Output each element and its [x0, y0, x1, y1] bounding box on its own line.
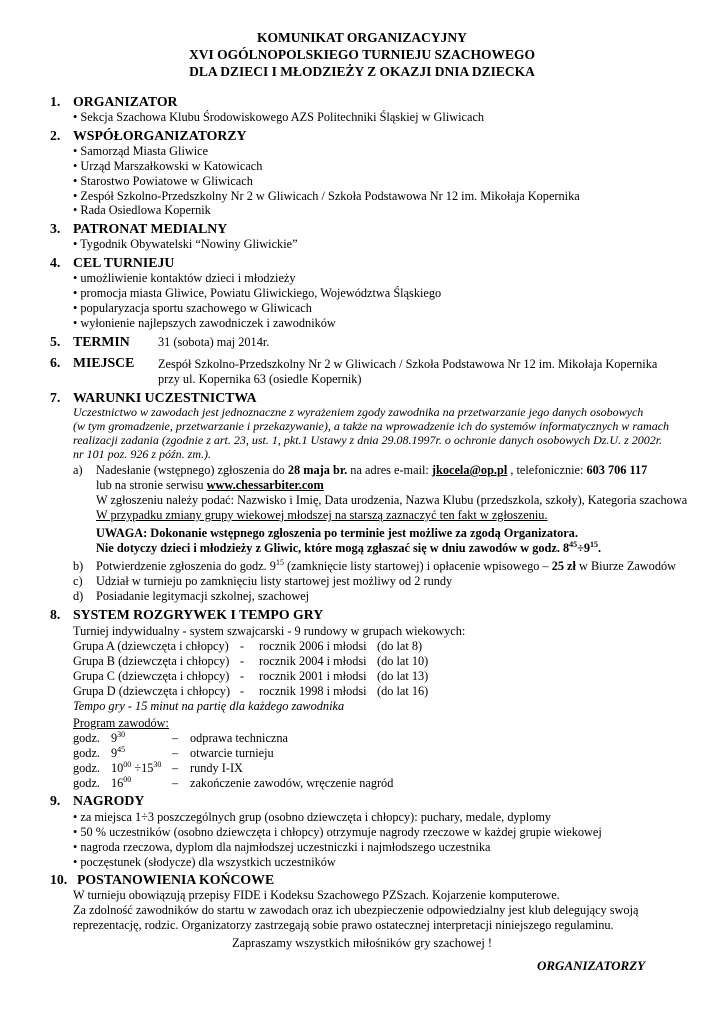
schedule-dash: – [172, 746, 179, 760]
registration-text: , telefonicznie: [507, 463, 587, 477]
website-link[interactable]: www.chessarbiter.com [206, 478, 324, 492]
schedule-minutes: 30 [117, 730, 126, 739]
header-title-line1: KOMUNIKAT ORGANIZACYJNY [257, 30, 467, 45]
consent-text-line: (w tym gromadzenie, przetwarzanie i przekazywanie), a także na wprowadzenie ich do systemów informatycznych w ramach [73, 419, 670, 433]
section3-number: 3. [50, 221, 61, 236]
section2-item: • Zespół Szkolno-Przedszkolny Nr 2 w Gliwicach / Szkoła Podstawowa Nr 12 im. Mikołaja Kopernika [73, 189, 580, 203]
prize-item: • nagroda rzeczowa, dyplom dla najmłodszej uczestniczki i najmłodszego uczestnika [73, 840, 491, 854]
venue-line2: przy ul. Kopernika 63 (osiedle Kopernik) [158, 372, 362, 386]
section10-number: 10. [50, 872, 68, 887]
final-provisions-line: W turnieju obowiązują przepisy FIDE i Kodeksu Szachowego PZSzach. Kojarzenie komputerowe. [73, 888, 560, 902]
section4-item: • promocja miasta Gliwice, Powiatu Gliwickiego, Województwa Śląskiego [73, 286, 442, 300]
schedule-time [111, 761, 161, 776]
section1-number: 1. [50, 94, 61, 109]
group-age-limit: (do lat 13) [377, 669, 429, 683]
prize-item: • 50 % uczestników (osobno dziewczęta i chłopcy) otrzymuje nagrody rzeczowe w każdej grupie wiekowej [73, 825, 602, 839]
schedule-event: zakończenie zawodów, wręczenie nagród [190, 776, 394, 790]
section2-item: • Rada Osiedlowa Kopernik [73, 203, 211, 217]
warning-line2 [96, 541, 601, 556]
schedule-time [111, 731, 125, 746]
final-provisions-line: reprezentację, rodzic. Organizatorzy zastrzegają sobie prawo ostatecznej interpretacji niniejszego regulaminu. [73, 918, 614, 932]
late-entry-text: Udział w turnieju po zamknięciu listy startowej jest możliwy od 2 rundy [96, 574, 453, 588]
entry-fee: 25 zł [551, 559, 576, 573]
group-year: rocznik 2006 i młodsi [259, 639, 367, 653]
schedule-godz: godz. [73, 746, 100, 760]
registration-line [96, 463, 647, 478]
schedule-event: odprawa techniczna [190, 731, 288, 745]
signature-organizers: ORGANIZATORZY [537, 958, 646, 973]
group-dash: - [240, 684, 245, 698]
website-text: lub na stronie serwisu [96, 478, 207, 492]
schedule-hour: 9 [111, 731, 118, 745]
consent-text-line: nr 101 poz. 926 z późn. zm.). [73, 447, 212, 461]
group-year: rocznik 1998 i młodsi [259, 684, 367, 698]
id-requirement-text: Posiadanie legitymacji szkolnej, szachowej [96, 589, 310, 603]
group-dash: - [240, 639, 245, 653]
group-name: Grupa A (dziewczęta i chłopcy) [73, 639, 229, 653]
section3-heading: PATRONAT MEDIALNY [73, 221, 228, 236]
tournament-system-text: Turniej indywidualny - system szwajcarski - 9 rundowy w grupach wiekowych: [73, 624, 466, 638]
registration-fields-text: W zgłoszeniu należy podać: Nazwisko i Imię, Data urodzenia, Nazwa Klubu (przedszkola, szkoły), Kategoria szachowa [96, 493, 688, 507]
prize-item: • poczęstunek (słodycze) dla wszystkich uczestników [73, 855, 336, 869]
section9-heading: NAGRODY [73, 793, 145, 808]
section6-number: 6. [50, 355, 61, 370]
age-group-change-note: W przypadku zmiany grupy wiekowej młodszej na starszą zaznaczyć ten fakt w zgłoszeniu. [96, 508, 548, 522]
email-link[interactable]: jkocela@op.pl [431, 463, 508, 477]
group-name: Grupa B (dziewczęta i chłopcy) [73, 654, 230, 668]
section1-item: • Sekcja Szachowa Klubu Środowiskowego AZS Politechniki Śląskiej w Gliwicach [73, 110, 485, 124]
schedule-hour: 16 [111, 776, 124, 790]
section2-item: • Samorząd Miasta Gliwice [73, 144, 209, 158]
schedule-godz: godz. [73, 731, 100, 745]
registration-text: na adres e-mail: [347, 463, 432, 477]
schedule-time [111, 746, 125, 761]
schedule-label: Program zawodów: [73, 716, 169, 730]
registration-deadline: 28 maja br. [287, 463, 348, 477]
consent-text-line: realizacji zadania (zgodnie z art. 23, ust. 1, pkt.1 Ustawy z dnia 29.08.1997r. o ochronie danych osobowych Dz.U. z 2002r. [73, 433, 663, 447]
group-age-limit: (do lat 10) [377, 654, 429, 668]
warning-text: . [598, 541, 602, 555]
schedule-dash: – [172, 731, 179, 745]
header-title-line3: DLA DZIECI I MŁODZIEŻY Z OKAZJI DNIA DZIECKA [189, 64, 535, 79]
section2-heading: WSPÓŁORGANIZATORZY [73, 128, 247, 143]
section4-item: • umożliwienie kontaktów dzieci i młodzieży [73, 271, 296, 285]
group-dash: - [240, 669, 245, 683]
confirmation-sup: 15 [275, 558, 284, 567]
warning-text: ÷9 [577, 541, 591, 555]
confirmation-text: w Biurze Zawodów [575, 559, 676, 573]
item-a-label: a) [73, 463, 83, 477]
schedule-godz: godz. [73, 761, 100, 775]
group-name: Grupa C (dziewczęta i chłopcy) [73, 669, 230, 683]
group-age-limit: (do lat 8) [377, 639, 423, 653]
schedule-minutes: 00 [123, 775, 132, 784]
section4-heading: CEL TURNIEJU [73, 255, 175, 270]
section3-item: • Tygodnik Obywatelski “Nowiny Gliwickie” [73, 237, 298, 251]
group-year: rocznik 2004 i młodsi [259, 654, 367, 668]
schedule-minutes: 00 [123, 760, 132, 769]
confirmation-text: (zamknięcie listy startowej) i opłacenie wpisowego – [283, 559, 552, 573]
section8-number: 8. [50, 607, 61, 622]
section8-heading: SYSTEM ROZGRYWEK I TEMPO GRY [73, 607, 324, 622]
warning-sup: 15 [590, 540, 599, 549]
section4-item: • wyłonienie najlepszych zawodniczek i zawodników [73, 316, 336, 330]
confirmation-text: Potwierdzenie zgłoszenia do godz. 9 [96, 559, 276, 573]
schedule-event: rundy I-IX [190, 761, 243, 775]
invitation-text: Zapraszamy wszystkich miłośników gry szachowej ! [232, 936, 492, 950]
item-b-label: b) [73, 559, 84, 573]
final-provisions-line: Za zdolność zawodników do startu w zawodach oraz ich ubezpieczenie odpowiedzialny jest klub delegujący swoją [73, 903, 639, 917]
section1-heading: ORGANIZATOR [73, 94, 178, 109]
game-tempo-text: Tempo gry - 15 minut na partię dla każdego zawodnika [73, 699, 345, 713]
schedule-hour: 10 [111, 761, 124, 775]
group-year: rocznik 2001 i młodsi [259, 669, 367, 683]
warning-line1: UWAGA: Dokonanie wstępnego zgłoszenia po terminie jest możliwe za zgodą Organizatora. [96, 526, 578, 540]
section5-number: 5. [50, 334, 61, 349]
item-d-label: d) [73, 589, 84, 603]
group-dash: - [240, 654, 245, 668]
schedule-hour: 9 [111, 746, 118, 760]
section5-heading: TERMIN [73, 334, 130, 349]
confirmation-line [96, 559, 676, 574]
warning-text: Nie dotyczy dzieci i młodzieży z Gliwic, które mogą zgłaszać się w dniu zawodów w godz. 8 [96, 541, 570, 555]
schedule-minutes: 45 [117, 745, 126, 754]
section10-heading: POSTANOWIENIA KOŃCOWE [77, 872, 275, 887]
phone-number: 603 706 117 [586, 463, 648, 477]
schedule-minutes-end: 30 [153, 760, 162, 769]
warning-sup: 45 [569, 540, 578, 549]
schedule-hour-end: ÷15 [131, 761, 154, 775]
schedule-time [111, 776, 131, 791]
group-age-limit: (do lat 16) [377, 684, 429, 698]
venue-line1: Zespół Szkolno-Przedszkolny Nr 2 w Gliwicach / Szkoła Podstawowa Nr 12 im. Mikołaja Kopernika [158, 357, 658, 371]
section2-number: 2. [50, 128, 61, 143]
section2-item: • Starostwo Powiatowe w Gliwicach [73, 174, 253, 188]
section4-item: • popularyzacja sportu szachowego w Gliwicach [73, 301, 312, 315]
schedule-dash: – [172, 776, 179, 790]
schedule-dash: – [172, 761, 179, 775]
item-c-label: c) [73, 574, 83, 588]
consent-text-line: Uczestnictwo w zawodach jest jednoznaczne z wyrażeniem zgody zawodnika na przetwarzanie jego danych osobowych [73, 405, 644, 419]
termin-value: 31 (sobota) maj 2014r. [158, 335, 270, 349]
schedule-event: otwarcie turnieju [190, 746, 274, 760]
schedule-godz: godz. [73, 776, 100, 790]
prize-item: • za miejsca 1÷3 poszczególnych grup (osobno dziewczęta i chłopcy): puchary, medale, dyplomy [73, 810, 552, 824]
website-line [96, 478, 324, 493]
section7-number: 7. [50, 390, 61, 405]
section2-item: • Urząd Marszałkowski w Katowicach [73, 159, 263, 173]
registration-text: Nadesłanie (wstępnego) zgłoszenia do [96, 463, 288, 477]
section4-number: 4. [50, 255, 61, 270]
section7-heading: WARUNKI UCZESTNICTWA [73, 390, 257, 405]
group-name: Grupa D (dziewczęta i chłopcy) [73, 684, 231, 698]
section6-heading: MIEJSCE [73, 355, 135, 370]
header-title-line2: XVI OGÓLNOPOLSKIEGO TURNIEJU SZACHOWEGO [189, 47, 535, 62]
section9-number: 9. [50, 793, 61, 808]
